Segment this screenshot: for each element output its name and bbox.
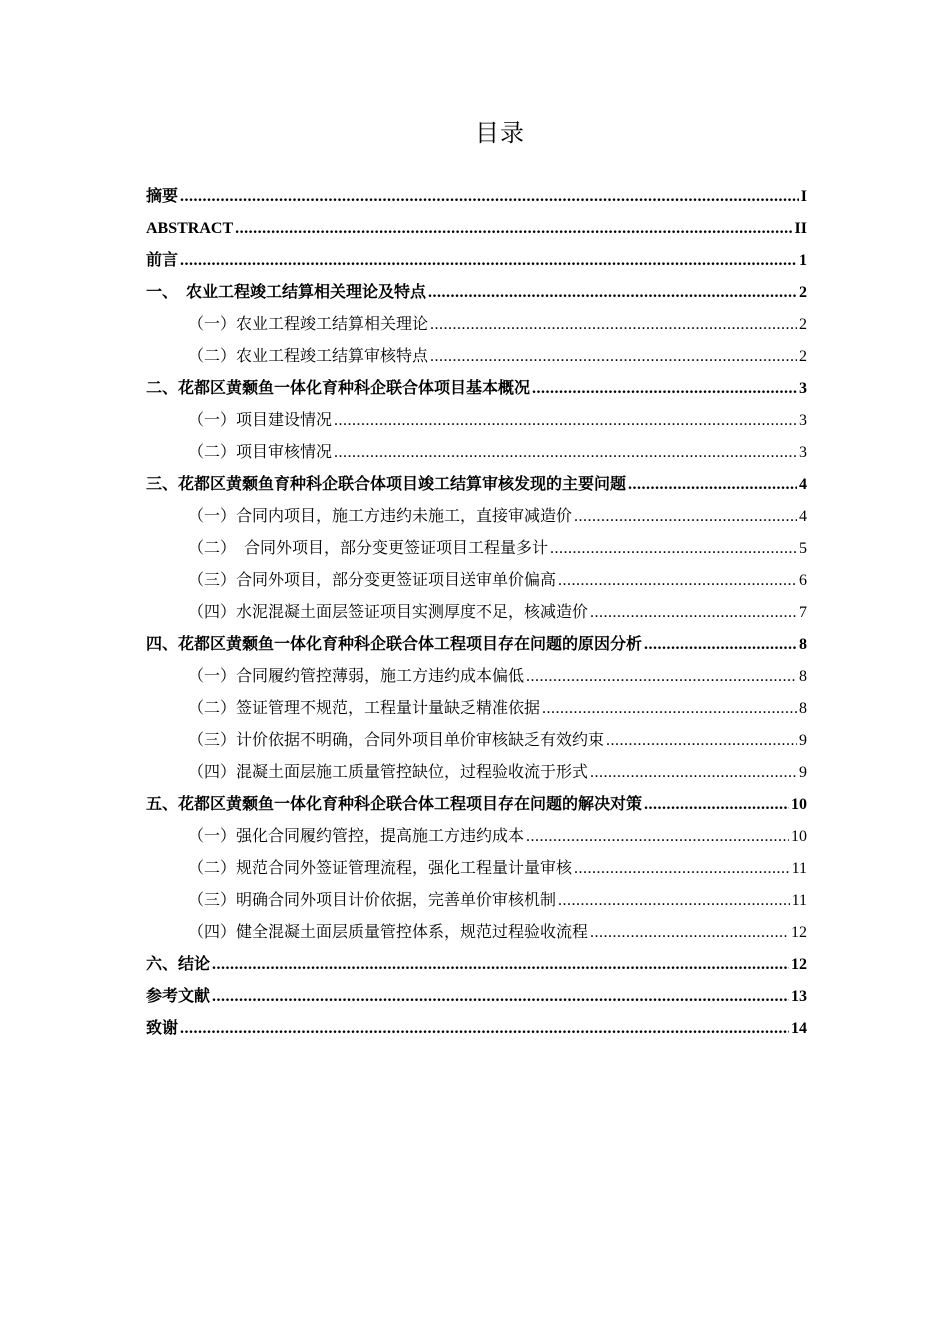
toc-entry-section[interactable] [146,757,807,789]
toc-entry-label: （一）项目建设情况 [188,412,333,429]
toc-entry-page-number: 6 [799,572,807,589]
toc-entry-section[interactable] [146,437,807,469]
toc-entry-page-number: 3 [799,380,807,397]
toc-entry-page-number: 3 [799,412,807,429]
toc-dot-leader [644,789,789,821]
toc-entry-chapter[interactable] [146,469,807,501]
toc-entry-chapter[interactable] [146,181,807,213]
toc-title: 目录 [475,121,525,147]
toc-entry-section[interactable] [146,565,807,597]
toc-entry-label: 前言 [146,252,179,269]
toc-entry-page-number: 12 [791,924,807,941]
toc-entry-page-number: I [800,188,807,205]
toc-dot-leader [212,949,789,981]
toc-entry-chapter[interactable] [146,277,807,309]
toc-entry-section[interactable] [146,341,807,373]
toc-entry-page-number: 8 [799,700,807,717]
toc-entry-page-number: 2 [799,284,807,301]
toc-entry-section[interactable] [146,693,807,725]
toc-entry-page-number: 1 [799,252,807,269]
toc-entry-section[interactable] [146,533,807,565]
toc-dot-leader [558,885,790,917]
toc-dot-leader [334,437,797,469]
toc-entry-label: （一）合同履约管控薄弱，施工方违约成本偏低 [188,668,525,685]
toc-dot-leader [532,373,797,405]
toc-dot-leader [212,981,789,1013]
toc-dot-leader [526,821,789,853]
toc-dot-leader [235,213,792,245]
toc-entry-page-number: 11 [791,892,807,909]
toc-entry-page-number: 4 [799,476,807,493]
toc-dot-leader [558,565,797,597]
toc-entry-page-number: 10 [791,828,807,845]
toc-entry-section[interactable] [146,309,807,341]
toc-entry-label: （二）规范合同外签证管理流程，强化工程量计量审核 [188,860,573,877]
toc-entry-page-number: 3 [799,444,807,461]
toc-entry-label: （一）强化合同履约管控，提高施工方违约成本 [188,828,525,845]
toc-entry-label: （一）合同内项目，施工方违约未施工，直接审减造价 [188,508,573,525]
toc-entry-chapter[interactable] [146,1013,807,1045]
toc-entry-section[interactable] [146,885,807,917]
toc-dot-leader [550,533,797,565]
toc-entry-label: 参考文献 [146,988,211,1005]
toc-dot-leader [334,405,797,437]
toc-entry-label: （四）水泥混凝土面层签证项目实测厚度不足，核减造价 [188,604,589,621]
toc-entry-label: （四）混凝土面层施工质量管控缺位，过程验收流于形式 [188,764,589,781]
toc-dot-leader [590,917,789,949]
toc-entry-label: 四、花都区黄颡鱼一体化育种科企联合体工程项目存在问题的原因分析 [146,636,643,653]
toc-entry-label: （二）农业工程竣工结算审核特点 [188,348,429,365]
toc-dot-leader [628,469,797,501]
toc-entry-section[interactable] [146,725,807,757]
toc-entry-page-number: 2 [799,348,807,365]
toc-entry-page-number: 5 [799,540,807,557]
toc-dot-leader [606,725,797,757]
toc-entry-label: （三）计价依据不明确，合同外项目单价审核缺乏有效约束 [188,732,605,749]
toc-entry-page-number: 12 [791,956,807,973]
toc-dot-leader [180,181,799,213]
toc-entry-label: ABSTRACT [146,220,234,237]
toc-entry-label: （四）健全混凝土面层质量管控体系，规范过程验收流程 [188,924,589,941]
toc-entry-section[interactable] [146,661,807,693]
toc-entry-label: 一、 农业工程竣工结算相关理论及特点 [146,284,427,301]
toc-entry-label: 摘要 [146,188,179,205]
toc-entry-page-number: 9 [799,764,807,781]
toc-entry-page-number: II [794,220,807,237]
toc-dot-leader [542,693,797,725]
toc-entry-chapter[interactable] [146,245,807,277]
toc-entry-page-number: 7 [799,604,807,621]
toc-entry-chapter[interactable] [146,629,807,661]
toc-entry-section[interactable] [146,853,807,885]
toc-entry-chapter[interactable] [146,981,807,1013]
toc-dot-leader [430,341,797,373]
toc-entry-page-number: 10 [791,796,807,813]
toc-entry-label: 二、花都区黄颡鱼一体化育种科企联合体项目基本概况 [146,380,531,397]
toc-entry-label: 致谢 [146,1020,179,1037]
toc-entry-page-number: 13 [791,988,807,1005]
toc-entry-label: 三、花都区黄颡鱼育种科企联合体项目竣工结算审核发现的主要问题 [146,476,627,493]
toc-entry-label: （三）合同外项目，部分变更签证项目送审单价偏高 [188,572,557,589]
toc-dot-leader [430,309,797,341]
toc-dot-leader [590,597,797,629]
toc-entry-page-number: 9 [799,732,807,749]
toc-dot-leader [574,853,790,885]
toc-dot-leader [180,1013,789,1045]
toc-entry-page-number: 14 [791,1020,807,1037]
toc-entry-label: （二）签证管理不规范，工程量计量缺乏精准依据 [188,700,541,717]
toc-entry-chapter[interactable] [146,213,807,245]
toc-entry-page-number: 4 [799,508,807,525]
toc-entry-label: 五、花都区黄颡鱼一体化育种科企联合体工程项目存在问题的解决对策 [146,796,643,813]
toc-dot-leader [428,277,797,309]
toc-entry-chapter[interactable] [146,789,807,821]
toc-entry-label: 六、结论 [146,956,211,973]
toc-entry-section[interactable] [146,821,807,853]
toc-dot-leader [590,757,797,789]
toc-entry-section[interactable] [146,917,807,949]
toc-dot-leader [644,629,797,661]
toc-entry-label: （一）农业工程竣工结算相关理论 [188,316,429,333]
table-of-contents [146,181,807,1045]
toc-entry-label: （二）项目审核情况 [188,444,333,461]
toc-entry-label: （三）明确合同外项目计价依据，完善单价审核机制 [188,892,557,909]
toc-dot-leader [574,501,797,533]
toc-entry-label: （二） 合同外项目，部分变更签证项目工程量多计 [188,540,549,557]
toc-entry-page-number: 11 [791,860,807,877]
toc-dot-leader [526,661,797,693]
toc-entry-chapter[interactable] [146,949,807,981]
toc-dot-leader [180,245,797,277]
toc-entry-section[interactable] [146,501,807,533]
toc-entry-page-number: 8 [799,668,807,685]
toc-entry-chapter[interactable] [146,373,807,405]
toc-entry-page-number: 8 [799,636,807,653]
toc-entry-section[interactable] [146,405,807,437]
toc-entry-page-number: 2 [799,316,807,333]
toc-entry-section[interactable] [146,597,807,629]
